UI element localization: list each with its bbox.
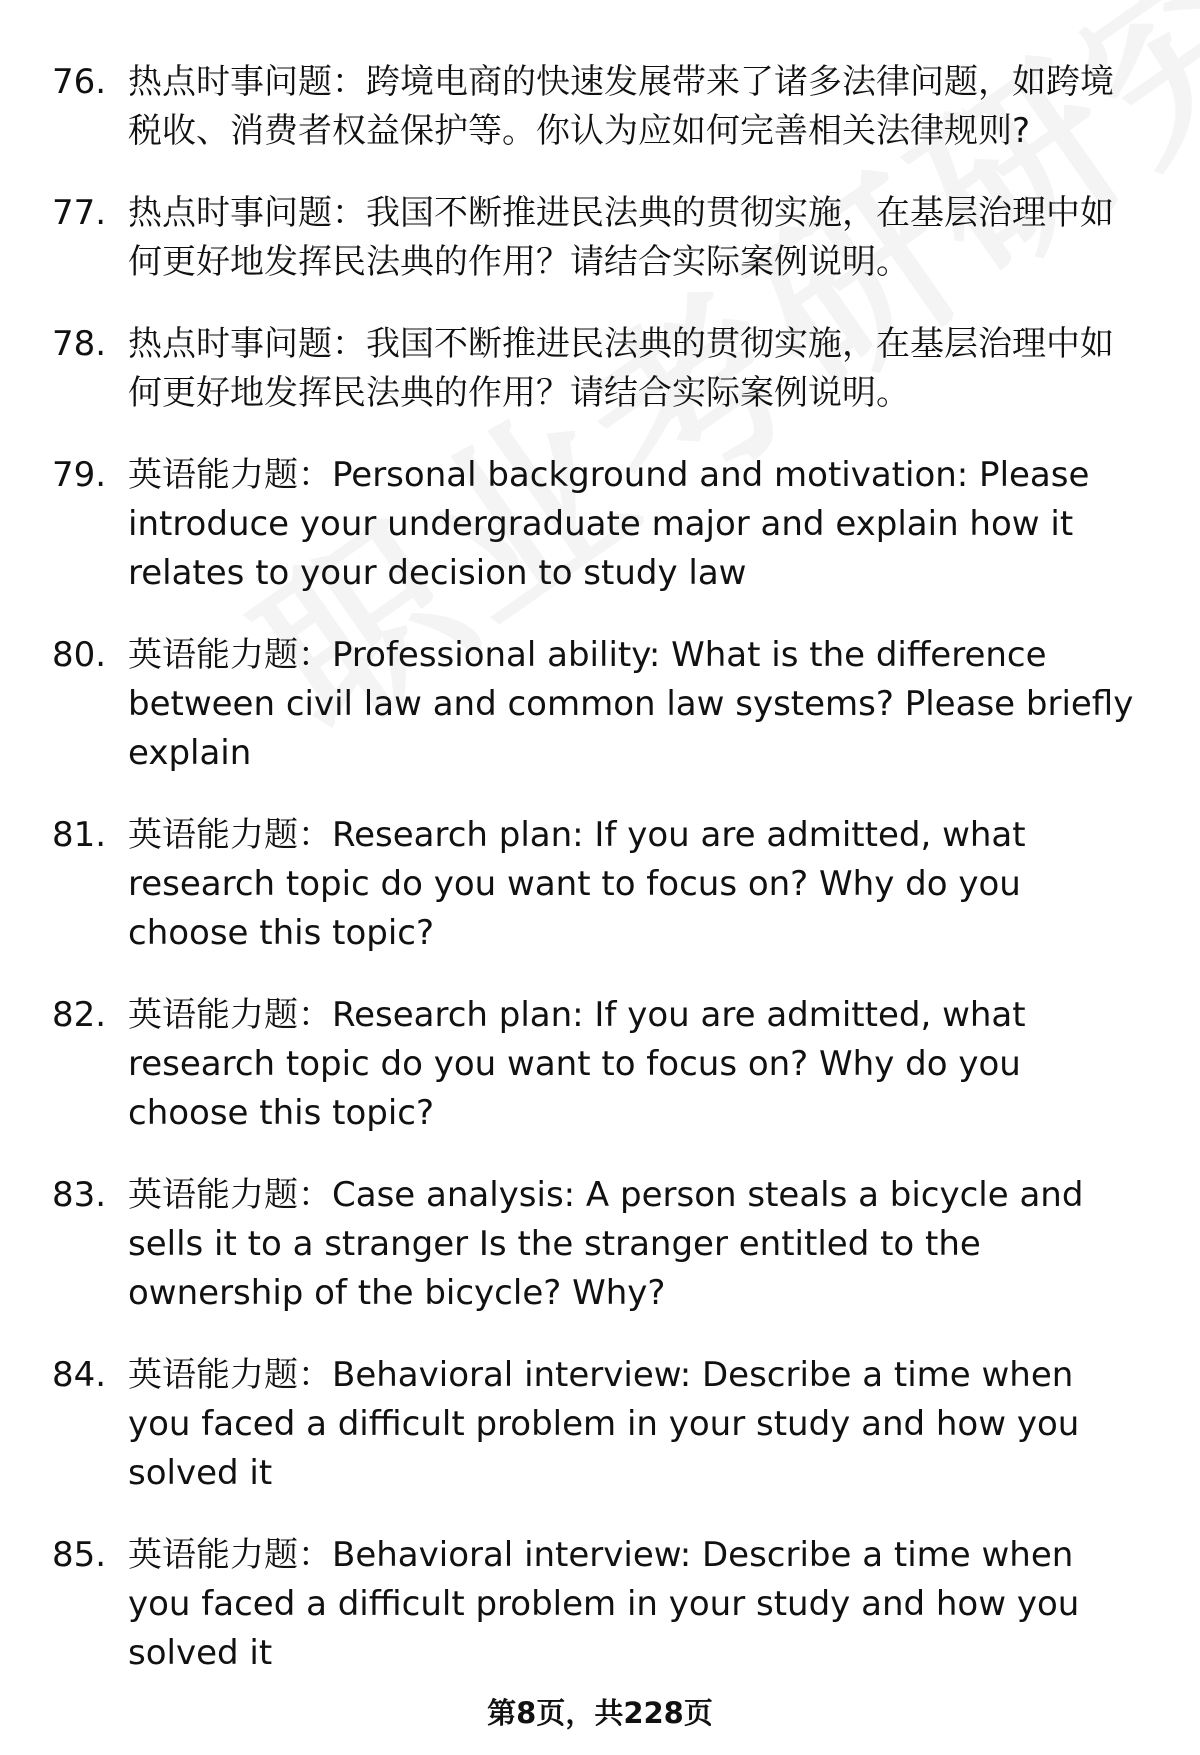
question-number: 80.: [52, 635, 107, 675]
question-text: 英语能力题：Behavioral interview: Describe a time when you faced a difficult problem in your study and how you solved it: [128, 1535, 1080, 1673]
question-text: 热点时事问题：我国不断推进民法典的贯彻实施，在基层治理中如何更好地发挥民法典的作用？请结合实际案例说明。: [128, 193, 1114, 282]
question-text: 英语能力题：Research plan: If you are admitted, what research topic do you want to focus on? Why do you choose this topic?: [128, 995, 1026, 1133]
question-number: 78.: [52, 324, 107, 364]
page-number-footer: 第8页，共228页: [487, 1696, 713, 1730]
question-item: [52, 1531, 1142, 1678]
question-number: 84.: [52, 1355, 107, 1395]
question-text: 英语能力题：Case analysis: A person steals a bicycle and sells it to a stranger Is the stranger entitled to the ownership of the bicycle? Why?: [128, 1175, 1084, 1313]
question-list: [52, 58, 1142, 1678]
question-text: 英语能力题：Research plan: If you are admitted, what research topic do you want to focus on? Why do you choose this topic?: [128, 815, 1026, 953]
question-number: 81.: [52, 815, 107, 855]
question-item: [52, 811, 1142, 958]
question-item: [52, 631, 1142, 778]
question-number: 79.: [52, 455, 107, 495]
question-item: [52, 451, 1142, 598]
question-text: 英语能力题：Professional ability: What is the difference between civil law and common law systems? Please briefly explain: [128, 635, 1134, 773]
question-item: [52, 320, 1142, 418]
question-item: [52, 991, 1142, 1138]
question-text: 英语能力题：Personal background and motivation: Please introduce your undergraduate major and explain how it relates to your decision to study law: [128, 455, 1090, 593]
question-number: 76.: [52, 62, 107, 102]
question-item: [52, 1351, 1142, 1498]
question-number: 82.: [52, 995, 107, 1035]
question-text: 热点时事问题：跨境电商的快速发展带来了诸多法律问题，如跨境税收、消费者权益保护等。你认为应如何完善相关法律规则?: [128, 62, 1114, 151]
question-number: 77.: [52, 193, 107, 233]
question-number: 85.: [52, 1535, 107, 1575]
question-item: [52, 58, 1142, 156]
question-item: [52, 1171, 1142, 1318]
question-number: 83.: [52, 1175, 107, 1215]
question-text: 热点时事问题：我国不断推进民法典的贯彻实施，在基层治理中如何更好地发挥民法典的作用？请结合实际案例说明。: [128, 324, 1114, 413]
question-text: 英语能力题：Behavioral interview: Describe a time when you faced a difficult problem in your study and how you solved it: [128, 1355, 1080, 1493]
question-item: [52, 189, 1142, 287]
